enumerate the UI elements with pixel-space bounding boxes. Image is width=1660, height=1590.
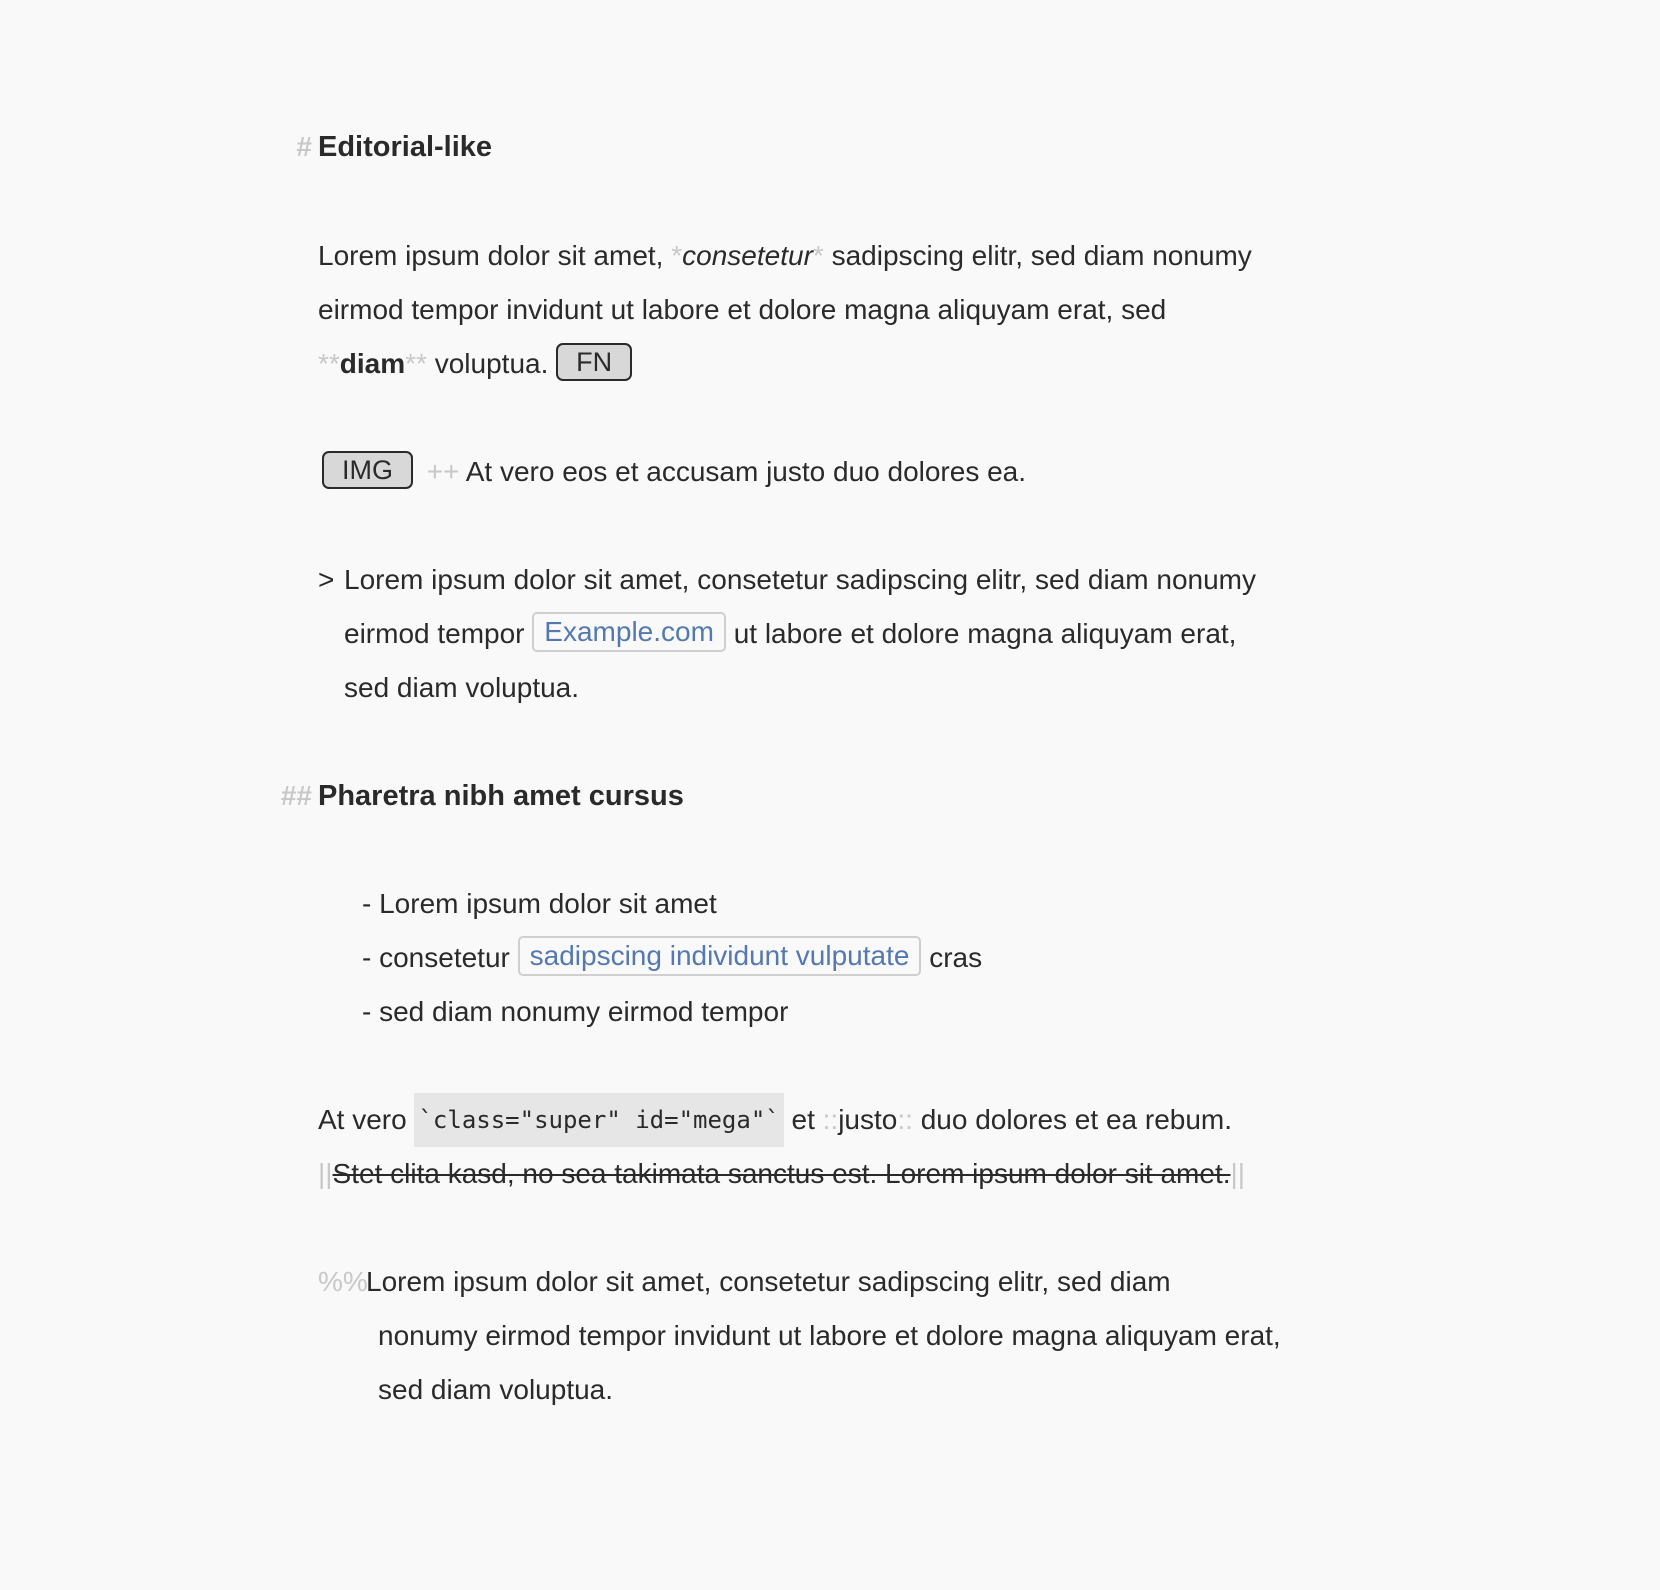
blockquote-line-2[interactable] [344,607,1236,661]
deleted-text: Stet clita kasd, no sea takimata sanctus est. Lorem ipsum dolor sit amet. [332,1158,1231,1189]
emphasis-open-marker: * [671,240,683,271]
paragraph-2-line-2[interactable] [318,1147,1245,1201]
highlight-open-marker: :: [822,1104,839,1135]
strong-open-marker: ** [318,348,340,379]
blockquote-marker: > [318,564,335,595]
heading-2[interactable]: Pharetra nibh amet cursus [318,780,684,812]
paragraph-1-line-1[interactable] [318,229,1252,283]
image-line[interactable] [322,445,1026,499]
comment-marker: %% [318,1266,368,1297]
image-tag[interactable]: IMG [322,451,413,489]
highlight-text: justo [838,1104,898,1135]
h1-marker: # [296,131,312,162]
text-run: eirmod tempor [344,618,533,649]
paragraph-1-line-2[interactable]: eirmod tempor invidunt ut labore et dolore magna aliquyam erat, sed [318,294,1167,325]
text-run: voluptua. [426,348,549,379]
text-run: duo dolores et ea rebum. [912,1104,1233,1135]
heading-1[interactable]: Editorial-like [318,131,493,163]
example-link[interactable]: Example.com [532,612,726,652]
strong-text: diam [339,348,406,379]
delete-open-marker: || [318,1158,333,1189]
strong-close-marker: ** [405,348,427,379]
text-run: ut labore et dolore magna aliquyam erat, [725,618,1237,649]
blockquote-line-1[interactable]: Lorem ipsum dolor sit amet, consetetur sadipscing elitr, sed diam nonumy [344,564,1256,595]
footnote-tag[interactable]: FN [556,343,632,381]
text-run: et [783,1104,823,1135]
highlight-close-marker: :: [897,1104,913,1135]
delete-close-marker: || [1230,1158,1246,1189]
list-link[interactable]: sadipscing individunt vulputate [518,936,922,976]
list-item[interactable] [362,931,982,985]
text-run: cras [921,942,983,973]
emphasis-text: consetetur [682,240,813,271]
list-item[interactable]: - sed diam nonumy eirmod tempor [362,996,789,1027]
h2-marker: ## [280,780,312,811]
text-run: At vero [318,1104,415,1135]
comment-line-1[interactable]: Lorem ipsum dolor sit amet, consetetur sadipscing elitr, sed diam [366,1266,1171,1297]
text-run: - consetetur [362,942,518,973]
comment-line-2[interactable]: nonumy eirmod tempor invidunt ut labore et dolore magna aliquyam erat, [378,1320,1281,1351]
image-caption: At vero eos et accusam justo duo dolores ea. [459,456,1027,487]
insert-marker: ++ [426,456,460,487]
emphasis-close-marker: * [812,240,824,271]
inline-code: `class="super" id="mega"` [414,1093,783,1147]
list-item[interactable]: - Lorem ipsum dolor sit amet [362,888,717,919]
text-run: sadipscing elitr, sed diam nonumy [823,240,1252,271]
comment-line-3[interactable]: sed diam voluptua. [378,1374,614,1405]
paragraph-1-line-3[interactable] [318,337,632,391]
paragraph-2-line-1[interactable] [318,1093,1232,1147]
blockquote-line-3[interactable]: sed diam voluptua. [344,672,580,703]
text-run: Lorem ipsum dolor sit amet, [318,240,672,271]
